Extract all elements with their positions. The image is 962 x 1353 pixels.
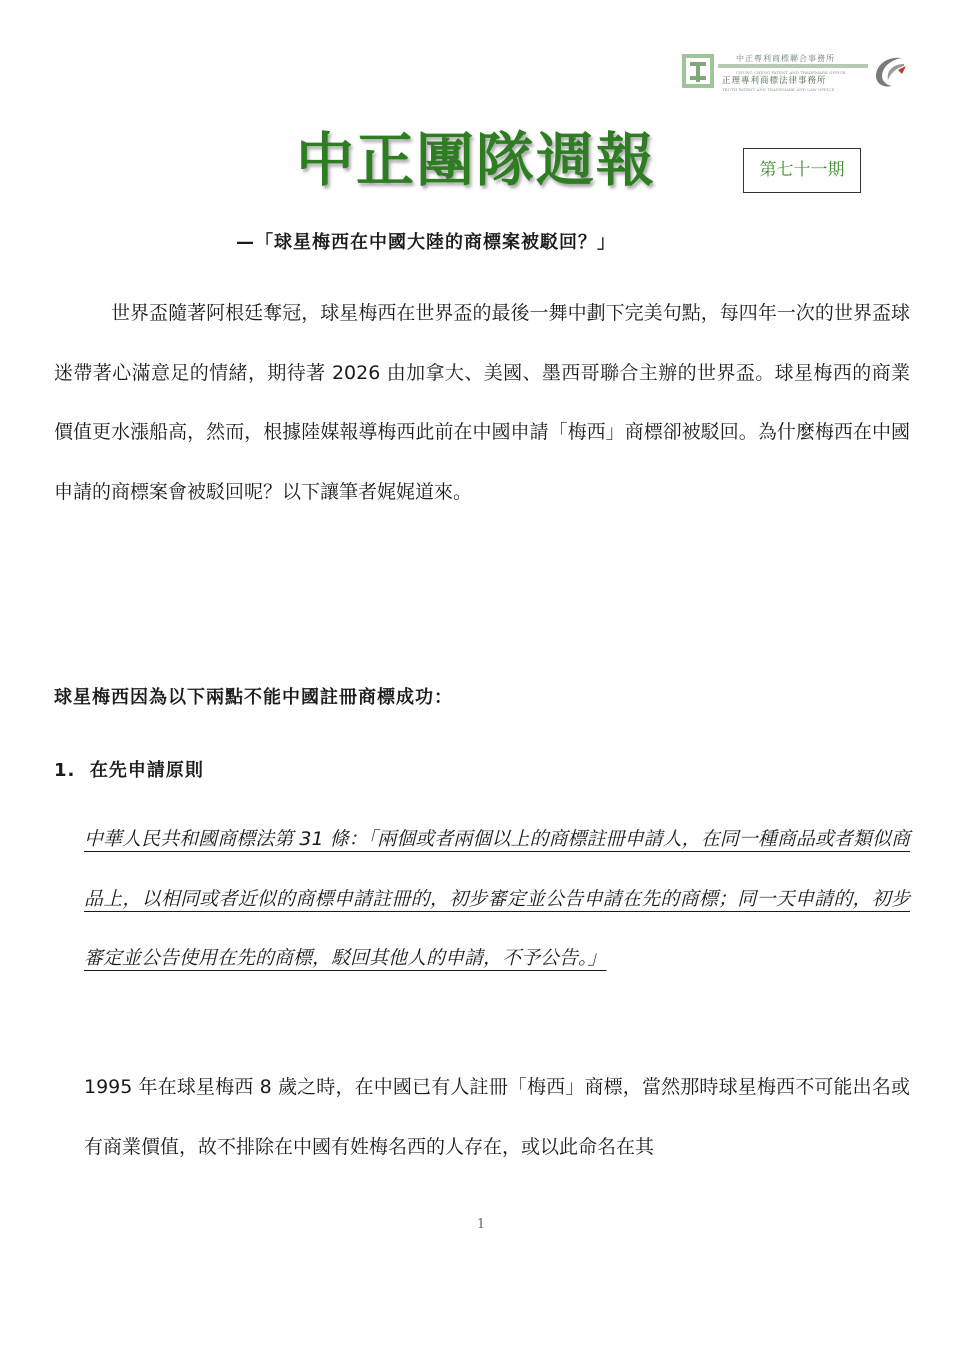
logo-line-2: CHUNG CHENG PATENT AND TRADEMARK OFFICE bbox=[736, 70, 846, 75]
section-heading: 球星梅西因為以下兩點不能中國註冊商標成功： bbox=[54, 687, 453, 708]
firm-logo bbox=[682, 52, 910, 92]
issue-number-box: 第七十一期 bbox=[743, 148, 861, 193]
newsletter-title: 中正團隊週報 bbox=[296, 126, 657, 194]
page-number: 1 bbox=[476, 1217, 486, 1232]
swoosh-logo-icon bbox=[868, 52, 908, 90]
point-1-paragraph: 1995 年在球星梅西 8 歲之時，在中國已有人註冊「梅西」商標，當然那時球星梅西不可能出名或有商業價值，故不排除在中國有姓梅名西的人存在，或以此命名在其 bbox=[84, 1076, 910, 1158]
logo-line-3: 正理專利商標法律事務所 bbox=[722, 76, 827, 86]
logo-line-4: TRUTH PATENT AND TRADEMARK AND LAW OFFICE bbox=[722, 87, 835, 92]
law-quote bbox=[84, 810, 910, 989]
logo-text-block bbox=[718, 54, 868, 93]
article-subtitle: —「球星梅西在中國大陸的商標案被駁回？」 bbox=[236, 232, 616, 253]
firm-logo-icon bbox=[682, 54, 714, 88]
point-1-heading: 1. 在先申請原則 bbox=[54, 760, 204, 781]
intro-paragraph: 世界盃隨著阿根廷奪冠，球星梅西在世界盃的最後一舞中劃下完美句點，每四年一次的世界盃球迷帶著心滿意足的情緒，期待著 2026 由加拿大、美國、墨西哥聯合主辦的世界盃。球星梅西的商業價值更水漲船高，然而，根據陸媒報導梅西此前在中國申請「梅西」商標卻被駁回。為什麼梅西在中國申請的商標案會被駁回呢？以下讓筆者娓娓道來。 bbox=[54, 302, 910, 503]
law-quote-text: 中華人民共和國商標法第 31 條：「兩個或者兩個以上的商標註冊申請人，在同一種商品或者類似商品上，以相同或者近似的商標申請註冊的，初步審定並公告申請在先的商標；同一天申請的，初步審定並公告使用在先的商標，駁回其他人的申請，不予公告。」 bbox=[84, 828, 910, 969]
logo-line-1: 中正專利商標聯合事務所 bbox=[736, 54, 835, 63]
